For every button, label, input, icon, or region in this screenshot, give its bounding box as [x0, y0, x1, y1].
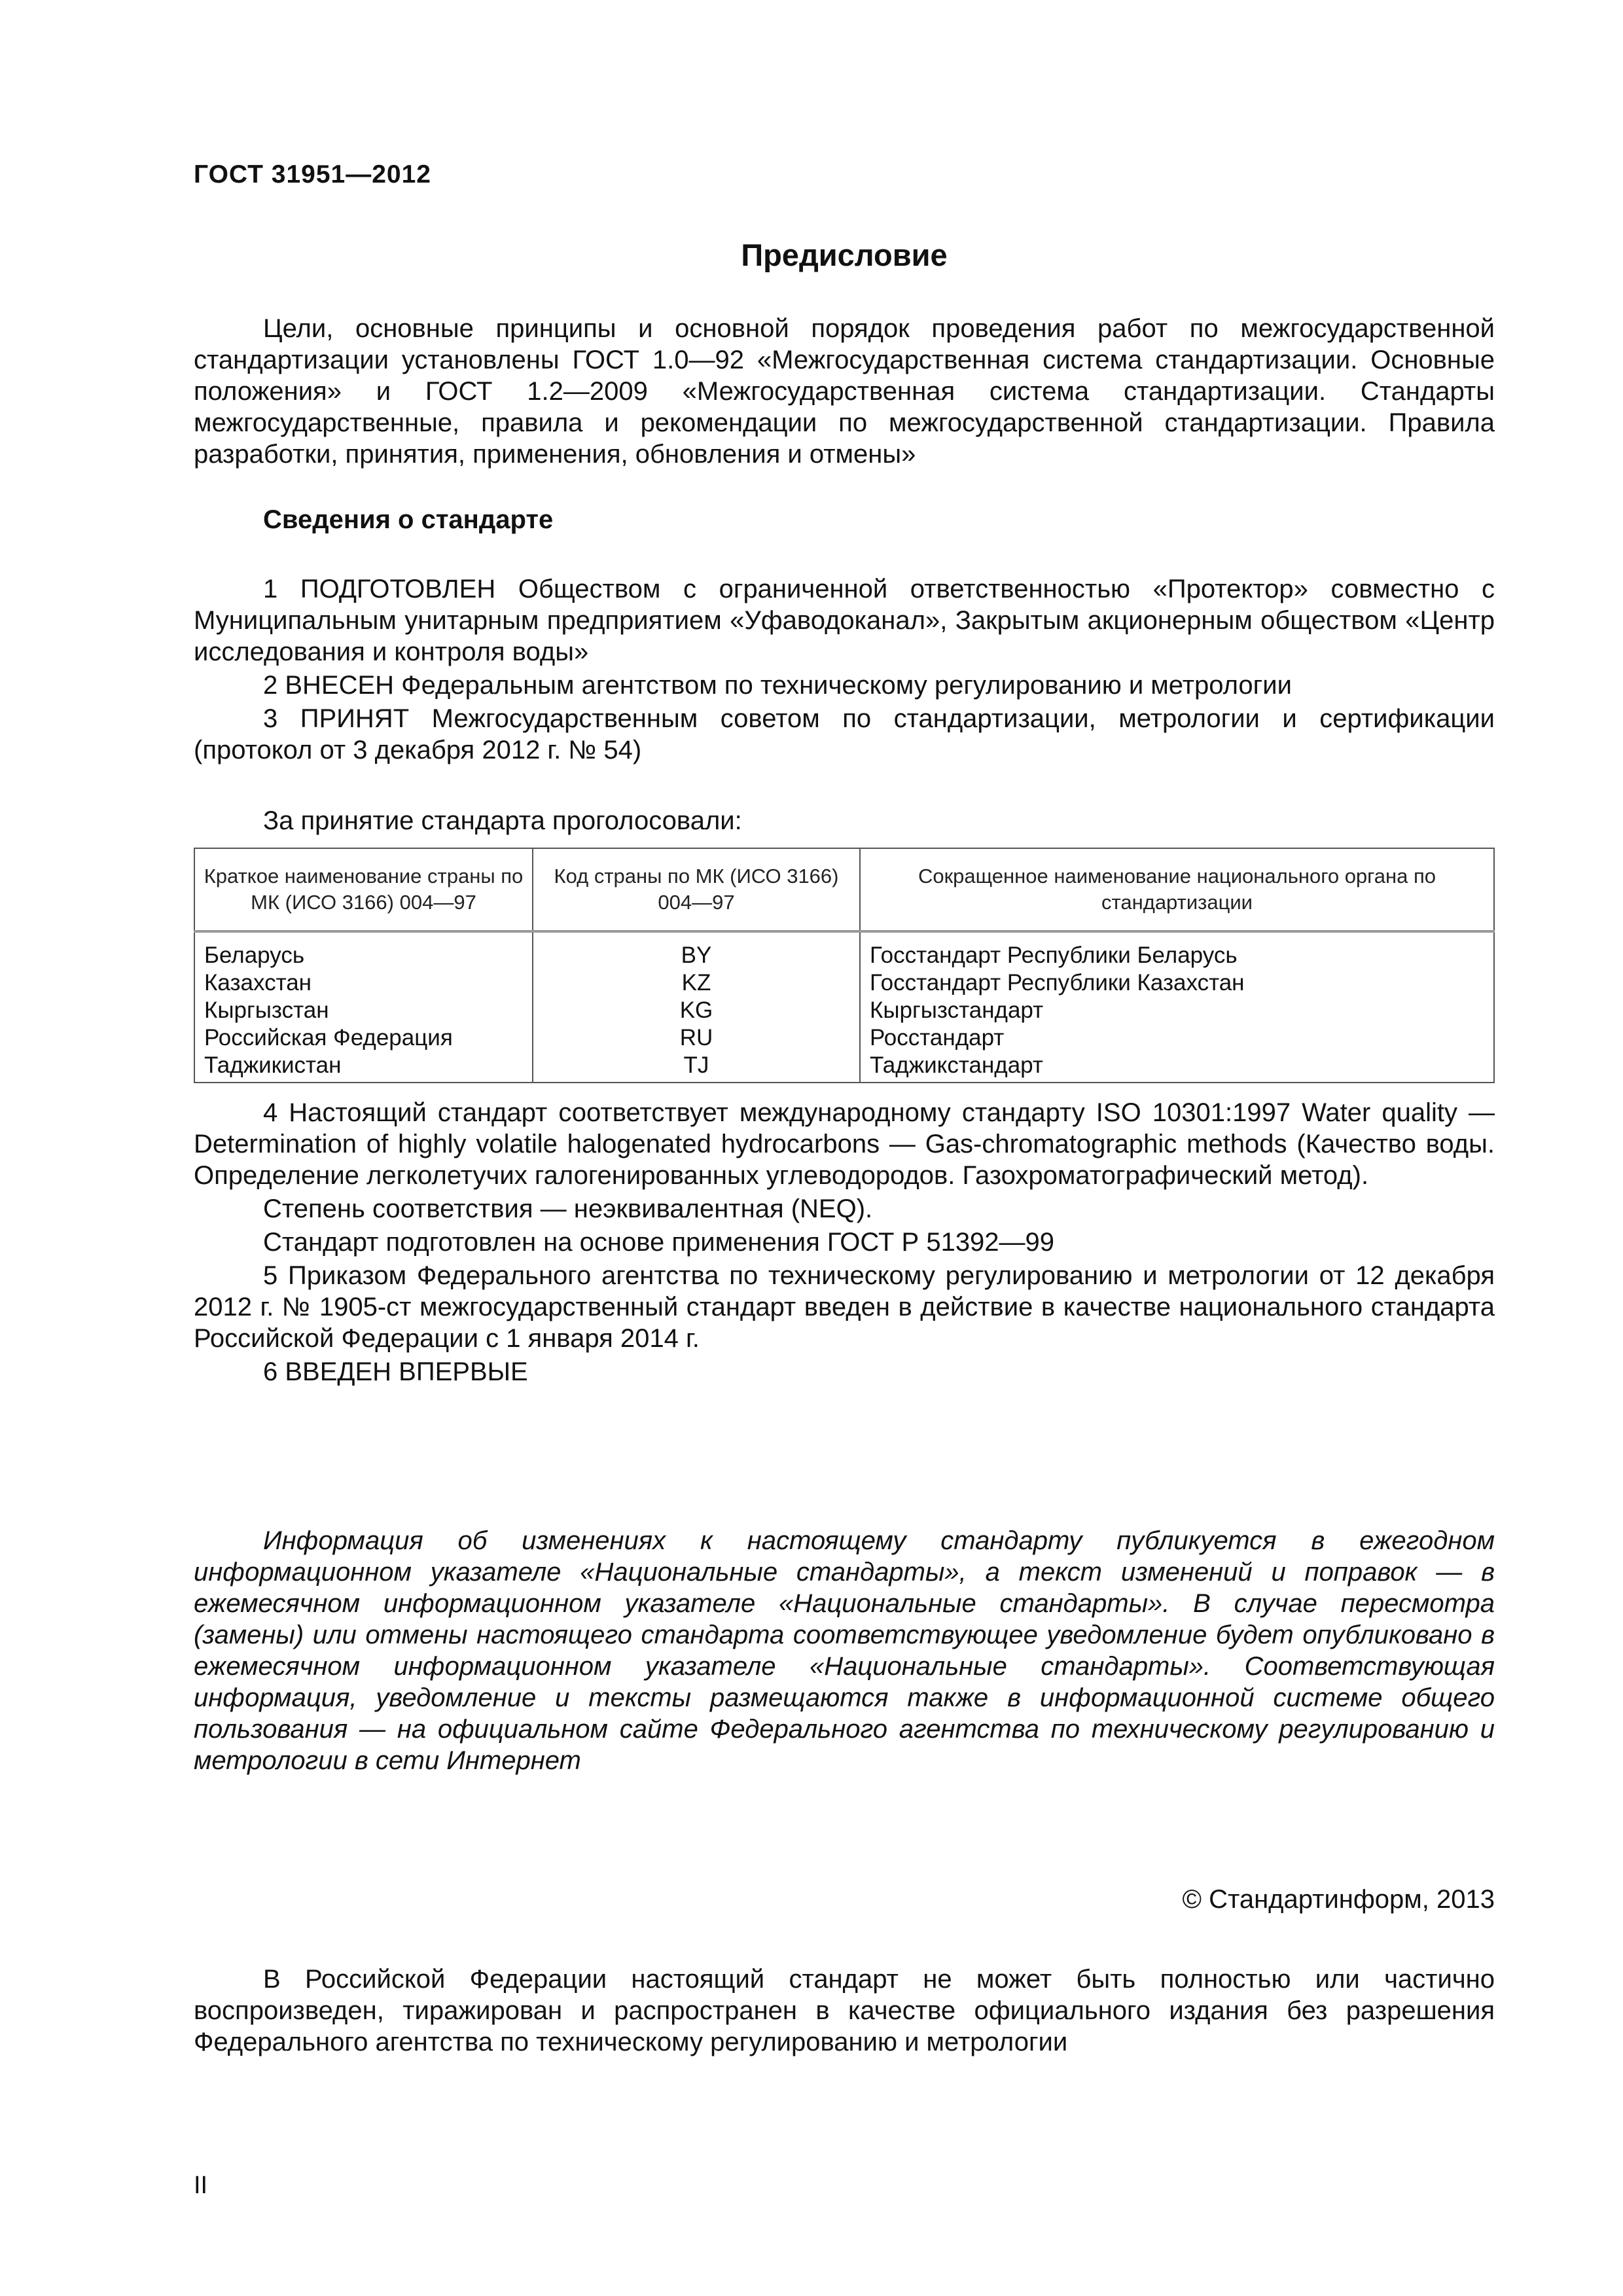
standard-info-items-continued — [194, 1097, 1495, 1388]
country-cell: Казахстан — [194, 969, 533, 997]
intro-paragraph: Цели, основные принципы и основной порядок проведения работ по межгосударственной стандартизации установлены ГОСТ 1.0—92 «Межгосударственная система стандартизации. Основные положения» и ГОСТ 1.2—2009 «Межгосударственная система стандартизации. Стандарты межгосударственные, правила и рекомендации по межгосударственной стандартизации. Правила разработки, принятия, применения, обновления и отмены» — [194, 314, 1495, 469]
vote-lead-text: За принятие стандарта проголосовали: — [263, 806, 742, 835]
table-row — [194, 1052, 1494, 1083]
body-cell: Госстандарт Республики Казахстан — [870, 970, 1245, 996]
country-cell: Российская Федерация — [194, 1024, 533, 1052]
item-introduced: 2 ВНЕСЕН Федеральным агентством по техническому регулированию и метрологии — [263, 671, 1292, 700]
code-cell: TJ — [533, 1052, 860, 1083]
page-title: Предисловие — [741, 238, 948, 272]
table-row — [194, 931, 1494, 969]
changes-info-paragraph: Информация об изменениях к настоящему стандарту публикуется в ежегодном информационном указателе «Национальные стандарты», а текст изменений и поправок — в ежемесячном информационном указателе «Национальные стандарты». В случае пересмотра (замены) или отмены настоящего стандарта соответствующее уведомление будет опубликовано в ежемесячном информационном указателе «Национальные стандарты». Соответствующая информация, уведомление и тексты размещаются также в информационной системе общего пользования — на официальном сайте Федерального агентства по техническому регулированию и метрологии в сети Интернет — [194, 1526, 1495, 1775]
standard-info-heading: Сведения о стандарте — [263, 505, 554, 534]
item-order: 5 Приказом Федерального агентства по техническому регулированию и метрологии от 12 декабря 2012 г. № 1905-ст межгосударственный стандарт введен в действие в качестве национального стандарта Российской Федерации с 1 января 2014 г. — [194, 1261, 1495, 1353]
code-cell: KZ — [533, 969, 860, 997]
intro-section — [194, 313, 1495, 470]
voting-countries-table — [194, 848, 1495, 1083]
code-cell: KG — [533, 997, 860, 1024]
item-conformity: 4 Настоящий стандарт соответствует международному стандарту ISO 10301:1997 Water quality — Determination of highly volatile halogenated hydrocarbons — Gas-chromatographic methods (Качество воды. Определение легколетучих галогенированных углеводородов. Газохроматографический метод). — [194, 1098, 1495, 1190]
code-cell: RU — [533, 1024, 860, 1052]
item-prepared: 1 ПОДГОТОВЛЕН Обществом с ограниченной ответственностью «Протектор» совместно с Муниципальным унитарным предприятием «Уфаводоканал», Закрытым акционерным обществом «Центр исследования и контроля воды» — [194, 575, 1495, 666]
country-cell: Кыргызстан — [194, 997, 533, 1024]
country-cell: Беларусь — [194, 931, 533, 969]
table-header-row — [194, 848, 1494, 931]
conformity-degree: Степень соответствия — неэквивалентная (NEQ). — [263, 1194, 873, 1223]
table-row — [194, 1024, 1494, 1052]
standard-info-items — [194, 573, 1495, 766]
table-row — [194, 997, 1494, 1024]
body-cell: Кыргызстандарт — [870, 997, 1044, 1023]
code-cell: BY — [533, 931, 860, 969]
document-code: ГОСТ 31951—2012 — [194, 160, 431, 188]
copyright-notice: © Стандартинформ, 2013 — [1182, 1885, 1495, 1914]
col-header-body: Сокращенное наименование национального органа по стандартизации — [860, 848, 1494, 931]
body-cell: Госстандарт Республики Беларусь — [870, 942, 1238, 968]
table-row — [194, 969, 1494, 997]
col-header-code: Код страны по МК (ИСО 3166) 004—97 — [533, 848, 860, 931]
basis-standard: Стандарт подготовлен на основе применения ГОСТ Р 51392—99 — [263, 1228, 1055, 1257]
reproduction-paragraph: В Российской Федерации настоящий стандарт не может быть полностью или частично воспроизведен, тиражирован и распространен в качестве официального издания без разрешения Федерального агентства по техническому регулированию и метрологии — [194, 1965, 1495, 2056]
item-first-introduced: 6 ВВЕДЕН ВПЕРВЫЕ — [263, 1357, 528, 1386]
col-header-country: Краткое наименование страны по МК (ИСО 3166) 004—97 — [194, 848, 533, 931]
body-cell: Росстандарт — [870, 1025, 1005, 1050]
item-adopted: 3 ПРИНЯТ Межгосударственным советом по стандартизации, метрологии и сертификации (протокол от 3 декабря 2012 г. № 54) — [194, 704, 1495, 764]
reproduction-section — [194, 1964, 1495, 2058]
changes-info-section — [194, 1525, 1495, 1776]
body-cell: Таджикстандарт — [870, 1052, 1043, 1078]
page-number: II — [194, 2172, 208, 2199]
country-cell: Таджикистан — [194, 1052, 533, 1083]
